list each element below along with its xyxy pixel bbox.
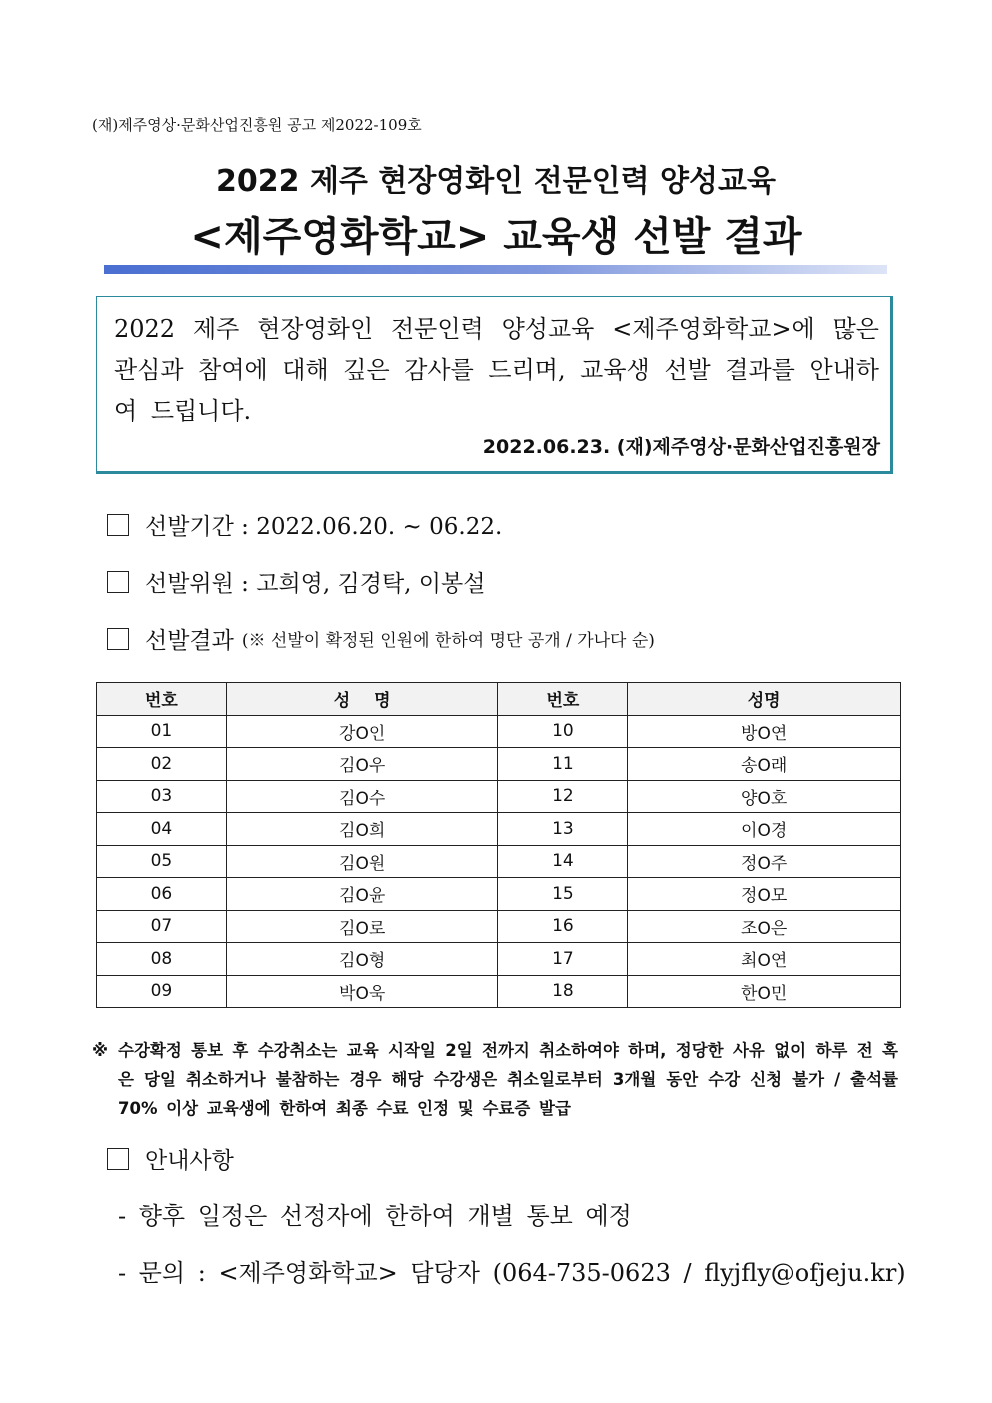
intro-text: 2022 제주 현장영화인 전문인력 양성교육 <제주영화학교>에 많은 관심과 참여에 대해 깊은 감사를 드리며, 교육생 선발 결과를 안내하여 드립니다.	[114, 315, 879, 425]
table-row	[97, 845, 901, 878]
checkbox-square-icon	[107, 571, 129, 593]
checkbox-square-icon	[107, 1148, 129, 1170]
selection-committee-item	[107, 565, 485, 598]
cell-name-left: 김O로	[226, 910, 498, 943]
cell-name-right: 양O호	[628, 780, 901, 813]
table-row	[97, 943, 901, 976]
table-row	[97, 878, 901, 911]
selection-result-note: (※ 선발이 확정된 인원에 한하여 명단 공개 / 가나다 순)	[241, 631, 655, 651]
cell-number-left: 04	[97, 813, 227, 846]
table-row	[97, 780, 901, 813]
selection-result-label: 선발결과	[145, 628, 234, 654]
cell-name-right: 조O은	[628, 910, 901, 943]
table-row	[97, 975, 901, 1008]
cell-name-left: 박O욱	[226, 975, 498, 1008]
title-underline-bar	[104, 265, 887, 274]
cell-name-left: 김O원	[226, 845, 498, 878]
cell-name-left: 김O윤	[226, 878, 498, 911]
selection-result-table	[96, 682, 901, 1008]
cell-name-right: 송O래	[628, 748, 901, 781]
checkbox-square-icon	[107, 628, 129, 650]
header-name-2: 성명	[628, 683, 901, 716]
cell-number-left: 01	[97, 715, 227, 748]
table-row	[97, 715, 901, 748]
cell-name-right: 이O경	[628, 813, 901, 846]
header-number-1: 번호	[97, 683, 227, 716]
table-row	[97, 748, 901, 781]
cell-number-right: 18	[498, 975, 628, 1008]
selection-period-item	[107, 508, 502, 541]
cell-number-left: 08	[97, 943, 227, 976]
cell-name-right: 방O연	[628, 715, 901, 748]
selection-period-text: 선발기간 : 2022.06.20. ~ 06.22.	[145, 514, 503, 540]
notice-number: (재)제주영상·문화산업진흥원 공고 제2022-109호	[92, 116, 422, 134]
cell-number-right: 16	[498, 910, 628, 943]
cell-number-left: 03	[97, 780, 227, 813]
cell-number-left: 07	[97, 910, 227, 943]
cell-number-left: 05	[97, 845, 227, 878]
table-header-row	[97, 683, 901, 716]
cell-name-left: 김O수	[226, 780, 498, 813]
info-item	[107, 1142, 234, 1175]
cell-number-right: 17	[498, 943, 628, 976]
cell-name-left: 강O인	[226, 715, 498, 748]
table-body	[97, 715, 901, 1008]
cell-name-right: 최O연	[628, 943, 901, 976]
cell-number-left: 09	[97, 975, 227, 1008]
checkbox-square-icon	[107, 514, 129, 536]
cell-name-right: 정O모	[628, 878, 901, 911]
header-name-1: 성 명	[226, 683, 498, 716]
cell-number-right: 10	[498, 715, 628, 748]
info-contact-line: - 문의 : <제주영화학교> 담당자 (064-735-0623 / flyjfly@ofjeju.kr)	[118, 1259, 906, 1287]
selection-committee-text: 선발위원 : 고희영, 김경탁, 이봉설	[145, 571, 486, 597]
cell-name-left: 김O형	[226, 943, 498, 976]
table-row	[97, 910, 901, 943]
info-label: 안내사항	[145, 1148, 234, 1174]
cell-name-left: 김O희	[226, 813, 498, 846]
info-schedule-line: - 향후 일정은 선정자에 한하여 개별 통보 예정	[118, 1202, 632, 1230]
cell-number-right: 13	[498, 813, 628, 846]
header-number-2: 번호	[498, 683, 628, 716]
document-title-line-2: <제주영화학교> 교육생 선발 결과	[190, 214, 802, 260]
cell-number-left: 02	[97, 748, 227, 781]
document-title-line-1: 2022 제주 현장영화인 전문인력 양성교육	[216, 164, 776, 199]
cell-name-left: 김O우	[226, 748, 498, 781]
cell-number-right: 12	[498, 780, 628, 813]
table-row	[97, 813, 901, 846]
cell-name-right: 한O민	[628, 975, 901, 1008]
cell-number-left: 06	[97, 878, 227, 911]
warning-text: 수강확정 통보 후 수강취소는 교육 시작일 2일 전까지 취소하여야 하며, 정당한 사유 없이 하루 전 혹은 당일 취소하거나 불참하는 경우 해당 수강생은 취소일로부터 3개월 동안 수강 신청 불가 / 출석률 70% 이상 교육생에 한하여 최종 수료 인정 및 수료증 발급	[118, 1041, 898, 1118]
cell-number-right: 11	[498, 748, 628, 781]
warning-note	[92, 1036, 898, 1123]
reference-mark-icon: ※	[92, 1041, 109, 1060]
cell-name-right: 정O주	[628, 845, 901, 878]
cell-number-right: 14	[498, 845, 628, 878]
intro-signature: 2022.06.23. (재)제주영상·문화산업진흥원장	[482, 436, 880, 458]
selection-result-item	[107, 622, 655, 655]
cell-number-right: 15	[498, 878, 628, 911]
